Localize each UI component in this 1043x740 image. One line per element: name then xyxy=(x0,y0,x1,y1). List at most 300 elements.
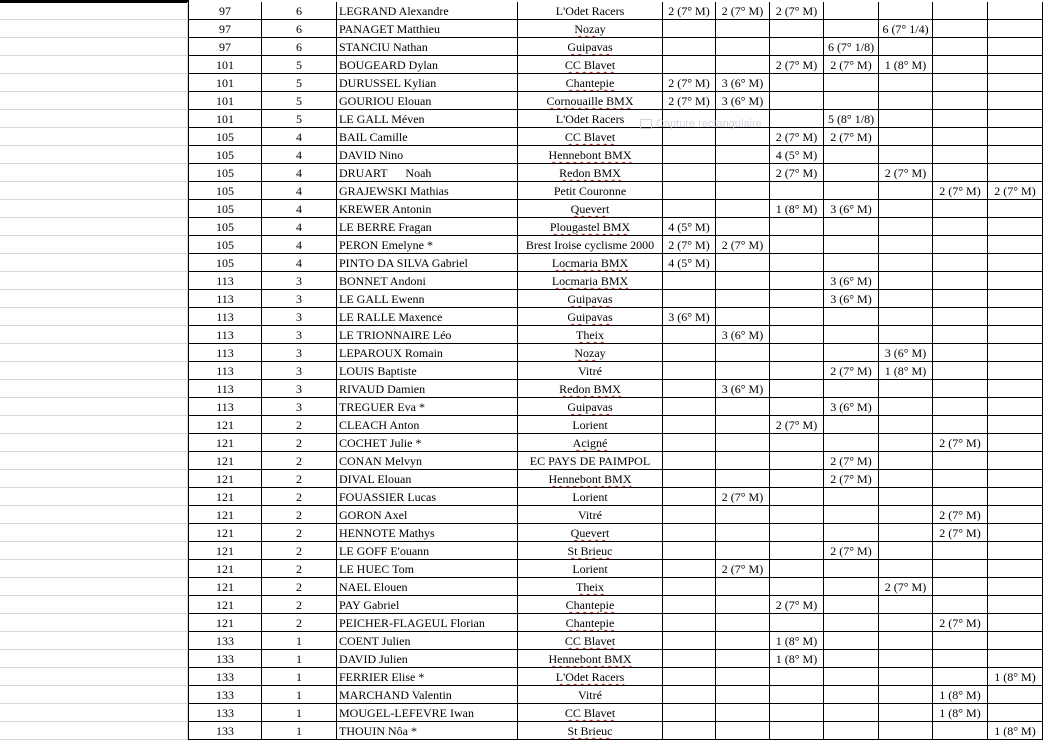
round-3-cell[interactable] xyxy=(770,164,824,182)
round-7-cell[interactable] xyxy=(988,452,1043,470)
rider-name-cell[interactable] xyxy=(337,704,518,722)
round-7-cell[interactable] xyxy=(988,596,1043,614)
points-cell[interactable] xyxy=(262,578,337,596)
points-cell[interactable] xyxy=(262,596,337,614)
round-5-cell[interactable] xyxy=(879,182,933,200)
points-cell[interactable] xyxy=(262,38,337,56)
round-3-cell[interactable] xyxy=(770,650,824,668)
round-2-cell[interactable] xyxy=(716,722,770,740)
round-4-cell[interactable] xyxy=(824,506,879,524)
rank-cell[interactable] xyxy=(188,272,262,290)
round-2-cell[interactable] xyxy=(716,650,770,668)
empty-cell[interactable] xyxy=(0,110,188,128)
rider-name-cell[interactable] xyxy=(337,560,518,578)
round-4-cell[interactable] xyxy=(824,308,879,326)
club-cell[interactable] xyxy=(518,416,663,434)
round-3-cell[interactable] xyxy=(770,272,824,290)
empty-cell[interactable] xyxy=(0,416,188,434)
round-2-cell[interactable] xyxy=(716,488,770,506)
round-7-cell[interactable] xyxy=(988,344,1043,362)
empty-cell[interactable] xyxy=(0,272,188,290)
rider-name-cell[interactable] xyxy=(337,254,518,272)
round-2-cell[interactable] xyxy=(716,20,770,38)
empty-cell[interactable] xyxy=(0,254,188,272)
round-2-cell[interactable] xyxy=(716,110,770,128)
round-4-cell[interactable] xyxy=(824,722,879,740)
round-7-cell[interactable] xyxy=(988,2,1043,20)
rank-cell[interactable] xyxy=(188,614,262,632)
rank-cell[interactable] xyxy=(188,20,262,38)
round-3-cell[interactable] xyxy=(770,416,824,434)
round-4-cell[interactable] xyxy=(824,668,879,686)
rank-cell[interactable] xyxy=(188,182,262,200)
round-6-cell[interactable] xyxy=(933,614,988,632)
empty-cell[interactable] xyxy=(0,362,188,380)
empty-cell[interactable] xyxy=(0,380,188,398)
points-cell[interactable] xyxy=(262,614,337,632)
club-cell[interactable] xyxy=(518,632,663,650)
rank-cell[interactable] xyxy=(188,164,262,182)
empty-cell[interactable] xyxy=(0,38,188,56)
round-1-cell[interactable] xyxy=(663,470,716,488)
rider-name-cell[interactable] xyxy=(337,614,518,632)
round-6-cell[interactable] xyxy=(933,236,988,254)
round-1-cell[interactable] xyxy=(663,614,716,632)
rider-name-cell[interactable] xyxy=(337,128,518,146)
points-cell[interactable] xyxy=(262,452,337,470)
round-3-cell[interactable] xyxy=(770,56,824,74)
points-cell[interactable] xyxy=(262,650,337,668)
points-cell[interactable] xyxy=(262,488,337,506)
round-7-cell[interactable] xyxy=(988,128,1043,146)
club-cell[interactable] xyxy=(518,722,663,740)
club-cell[interactable] xyxy=(518,560,663,578)
rank-cell[interactable] xyxy=(188,38,262,56)
club-cell[interactable] xyxy=(518,650,663,668)
rider-name-cell[interactable] xyxy=(337,290,518,308)
round-1-cell[interactable] xyxy=(663,20,716,38)
empty-cell[interactable] xyxy=(0,452,188,470)
points-cell[interactable] xyxy=(262,326,337,344)
round-7-cell[interactable] xyxy=(988,704,1043,722)
points-cell[interactable] xyxy=(262,218,337,236)
rider-name-cell[interactable] xyxy=(337,722,518,740)
club-cell[interactable] xyxy=(518,236,663,254)
round-6-cell[interactable] xyxy=(933,704,988,722)
round-1-cell[interactable] xyxy=(663,632,716,650)
empty-cell[interactable] xyxy=(0,56,188,74)
rank-cell[interactable] xyxy=(188,254,262,272)
round-3-cell[interactable] xyxy=(770,524,824,542)
round-7-cell[interactable] xyxy=(988,74,1043,92)
round-4-cell[interactable] xyxy=(824,578,879,596)
round-2-cell[interactable] xyxy=(716,506,770,524)
rider-name-cell[interactable] xyxy=(337,434,518,452)
round-4-cell[interactable] xyxy=(824,146,879,164)
round-7-cell[interactable] xyxy=(988,722,1043,740)
round-3-cell[interactable] xyxy=(770,398,824,416)
round-7-cell[interactable] xyxy=(988,542,1043,560)
rank-cell[interactable] xyxy=(188,416,262,434)
round-6-cell[interactable] xyxy=(933,722,988,740)
round-6-cell[interactable] xyxy=(933,380,988,398)
round-5-cell[interactable] xyxy=(879,308,933,326)
round-1-cell[interactable] xyxy=(663,74,716,92)
round-4-cell[interactable] xyxy=(824,200,879,218)
points-cell[interactable] xyxy=(262,308,337,326)
empty-cell[interactable] xyxy=(0,668,188,686)
round-3-cell[interactable] xyxy=(770,182,824,200)
round-1-cell[interactable] xyxy=(663,578,716,596)
round-2-cell[interactable] xyxy=(716,362,770,380)
round-7-cell[interactable] xyxy=(988,416,1043,434)
rider-name-cell[interactable] xyxy=(337,596,518,614)
round-6-cell[interactable] xyxy=(933,2,988,20)
empty-cell[interactable] xyxy=(0,632,188,650)
round-2-cell[interactable] xyxy=(716,452,770,470)
round-3-cell[interactable] xyxy=(770,128,824,146)
club-cell[interactable] xyxy=(518,308,663,326)
round-4-cell[interactable] xyxy=(824,218,879,236)
empty-cell[interactable] xyxy=(0,560,188,578)
empty-cell[interactable] xyxy=(0,146,188,164)
rider-name-cell[interactable] xyxy=(337,236,518,254)
club-cell[interactable] xyxy=(518,92,663,110)
round-3-cell[interactable] xyxy=(770,452,824,470)
round-1-cell[interactable] xyxy=(663,398,716,416)
empty-cell[interactable] xyxy=(0,434,188,452)
round-4-cell[interactable] xyxy=(824,20,879,38)
empty-cell[interactable] xyxy=(0,92,188,110)
rank-cell[interactable] xyxy=(188,56,262,74)
round-4-cell[interactable] xyxy=(824,434,879,452)
empty-cell[interactable] xyxy=(0,290,188,308)
rider-name-cell[interactable] xyxy=(337,380,518,398)
round-5-cell[interactable] xyxy=(879,650,933,668)
round-1-cell[interactable] xyxy=(663,236,716,254)
round-7-cell[interactable] xyxy=(988,614,1043,632)
round-3-cell[interactable] xyxy=(770,362,824,380)
round-7-cell[interactable] xyxy=(988,146,1043,164)
empty-cell[interactable] xyxy=(0,344,188,362)
points-cell[interactable] xyxy=(262,56,337,74)
club-cell[interactable] xyxy=(518,362,663,380)
round-3-cell[interactable] xyxy=(770,578,824,596)
empty-cell[interactable] xyxy=(0,614,188,632)
round-2-cell[interactable] xyxy=(716,254,770,272)
club-cell[interactable] xyxy=(518,686,663,704)
round-1-cell[interactable] xyxy=(663,434,716,452)
rank-cell[interactable] xyxy=(188,704,262,722)
rider-name-cell[interactable] xyxy=(337,470,518,488)
club-cell[interactable] xyxy=(518,542,663,560)
round-7-cell[interactable] xyxy=(988,380,1043,398)
round-3-cell[interactable] xyxy=(770,200,824,218)
points-cell[interactable] xyxy=(262,182,337,200)
round-3-cell[interactable] xyxy=(770,596,824,614)
round-2-cell[interactable] xyxy=(716,2,770,20)
club-cell[interactable] xyxy=(518,398,663,416)
round-1-cell[interactable] xyxy=(663,488,716,506)
round-6-cell[interactable] xyxy=(933,560,988,578)
empty-cell[interactable] xyxy=(0,488,188,506)
round-4-cell[interactable] xyxy=(824,326,879,344)
rider-name-cell[interactable] xyxy=(337,686,518,704)
round-5-cell[interactable] xyxy=(879,92,933,110)
rank-cell[interactable] xyxy=(188,236,262,254)
round-5-cell[interactable] xyxy=(879,686,933,704)
club-cell[interactable] xyxy=(518,668,663,686)
club-cell[interactable] xyxy=(518,434,663,452)
points-cell[interactable] xyxy=(262,254,337,272)
round-7-cell[interactable] xyxy=(988,470,1043,488)
rank-cell[interactable] xyxy=(188,92,262,110)
round-2-cell[interactable] xyxy=(716,704,770,722)
round-5-cell[interactable] xyxy=(879,452,933,470)
empty-cell[interactable] xyxy=(0,218,188,236)
round-6-cell[interactable] xyxy=(933,668,988,686)
round-3-cell[interactable] xyxy=(770,704,824,722)
rank-cell[interactable] xyxy=(188,596,262,614)
club-cell[interactable] xyxy=(518,380,663,398)
empty-cell[interactable] xyxy=(0,164,188,182)
empty-cell[interactable] xyxy=(0,578,188,596)
round-4-cell[interactable] xyxy=(824,128,879,146)
round-4-cell[interactable] xyxy=(824,362,879,380)
empty-cell[interactable] xyxy=(0,686,188,704)
rank-cell[interactable] xyxy=(188,2,262,20)
rider-name-cell[interactable] xyxy=(337,524,518,542)
points-cell[interactable] xyxy=(262,2,337,20)
round-3-cell[interactable] xyxy=(770,344,824,362)
points-cell[interactable] xyxy=(262,74,337,92)
round-7-cell[interactable] xyxy=(988,650,1043,668)
round-7-cell[interactable] xyxy=(988,110,1043,128)
round-2-cell[interactable] xyxy=(716,218,770,236)
round-1-cell[interactable] xyxy=(663,542,716,560)
round-7-cell[interactable] xyxy=(988,488,1043,506)
points-cell[interactable] xyxy=(262,632,337,650)
round-2-cell[interactable] xyxy=(716,200,770,218)
club-cell[interactable] xyxy=(518,452,663,470)
round-1-cell[interactable] xyxy=(663,524,716,542)
points-cell[interactable] xyxy=(262,164,337,182)
round-4-cell[interactable] xyxy=(824,164,879,182)
empty-cell[interactable] xyxy=(0,2,188,20)
round-5-cell[interactable] xyxy=(879,290,933,308)
round-5-cell[interactable] xyxy=(879,56,933,74)
round-6-cell[interactable] xyxy=(933,74,988,92)
points-cell[interactable] xyxy=(262,398,337,416)
club-cell[interactable] xyxy=(518,290,663,308)
round-6-cell[interactable] xyxy=(933,272,988,290)
round-1-cell[interactable] xyxy=(663,92,716,110)
points-cell[interactable] xyxy=(262,20,337,38)
round-5-cell[interactable] xyxy=(879,668,933,686)
round-2-cell[interactable] xyxy=(716,614,770,632)
round-4-cell[interactable] xyxy=(824,182,879,200)
round-3-cell[interactable] xyxy=(770,74,824,92)
round-1-cell[interactable] xyxy=(663,704,716,722)
points-cell[interactable] xyxy=(262,560,337,578)
round-2-cell[interactable] xyxy=(716,164,770,182)
empty-cell[interactable] xyxy=(0,398,188,416)
round-7-cell[interactable] xyxy=(988,56,1043,74)
club-cell[interactable] xyxy=(518,506,663,524)
points-cell[interactable] xyxy=(262,362,337,380)
round-7-cell[interactable] xyxy=(988,362,1043,380)
round-4-cell[interactable] xyxy=(824,488,879,506)
round-2-cell[interactable] xyxy=(716,470,770,488)
rider-name-cell[interactable] xyxy=(337,218,518,236)
club-cell[interactable] xyxy=(518,614,663,632)
points-cell[interactable] xyxy=(262,110,337,128)
rank-cell[interactable] xyxy=(188,560,262,578)
rank-cell[interactable] xyxy=(188,128,262,146)
club-cell[interactable] xyxy=(518,110,663,128)
club-cell[interactable] xyxy=(518,56,663,74)
round-4-cell[interactable] xyxy=(824,254,879,272)
round-1-cell[interactable] xyxy=(663,416,716,434)
round-5-cell[interactable] xyxy=(879,146,933,164)
round-2-cell[interactable] xyxy=(716,146,770,164)
rider-name-cell[interactable] xyxy=(337,506,518,524)
round-6-cell[interactable] xyxy=(933,182,988,200)
round-5-cell[interactable] xyxy=(879,20,933,38)
round-5-cell[interactable] xyxy=(879,164,933,182)
round-5-cell[interactable] xyxy=(879,632,933,650)
round-1-cell[interactable] xyxy=(663,722,716,740)
rider-name-cell[interactable] xyxy=(337,38,518,56)
round-6-cell[interactable] xyxy=(933,146,988,164)
round-4-cell[interactable] xyxy=(824,38,879,56)
points-cell[interactable] xyxy=(262,200,337,218)
round-6-cell[interactable] xyxy=(933,38,988,56)
round-2-cell[interactable] xyxy=(716,668,770,686)
round-3-cell[interactable] xyxy=(770,20,824,38)
rider-name-cell[interactable] xyxy=(337,452,518,470)
empty-cell[interactable] xyxy=(0,182,188,200)
club-cell[interactable] xyxy=(518,218,663,236)
points-cell[interactable] xyxy=(262,92,337,110)
rank-cell[interactable] xyxy=(188,110,262,128)
round-4-cell[interactable] xyxy=(824,272,879,290)
empty-cell[interactable] xyxy=(0,236,188,254)
round-1-cell[interactable] xyxy=(663,344,716,362)
round-4-cell[interactable] xyxy=(824,398,879,416)
rank-cell[interactable] xyxy=(188,74,262,92)
round-2-cell[interactable] xyxy=(716,308,770,326)
round-6-cell[interactable] xyxy=(933,200,988,218)
round-1-cell[interactable] xyxy=(663,686,716,704)
round-4-cell[interactable] xyxy=(824,524,879,542)
round-1-cell[interactable] xyxy=(663,506,716,524)
round-7-cell[interactable] xyxy=(988,254,1043,272)
round-1-cell[interactable] xyxy=(663,218,716,236)
round-2-cell[interactable] xyxy=(716,128,770,146)
round-1-cell[interactable] xyxy=(663,560,716,578)
round-5-cell[interactable] xyxy=(879,614,933,632)
club-cell[interactable] xyxy=(518,596,663,614)
round-3-cell[interactable] xyxy=(770,146,824,164)
rank-cell[interactable] xyxy=(188,218,262,236)
rank-cell[interactable] xyxy=(188,506,262,524)
round-5-cell[interactable] xyxy=(879,218,933,236)
rider-name-cell[interactable] xyxy=(337,92,518,110)
rank-cell[interactable] xyxy=(188,542,262,560)
round-4-cell[interactable] xyxy=(824,596,879,614)
club-cell[interactable] xyxy=(518,578,663,596)
round-1-cell[interactable] xyxy=(663,380,716,398)
round-7-cell[interactable] xyxy=(988,326,1043,344)
rider-name-cell[interactable] xyxy=(337,308,518,326)
rank-cell[interactable] xyxy=(188,308,262,326)
club-cell[interactable] xyxy=(518,146,663,164)
rank-cell[interactable] xyxy=(188,326,262,344)
round-3-cell[interactable] xyxy=(770,722,824,740)
round-3-cell[interactable] xyxy=(770,254,824,272)
round-5-cell[interactable] xyxy=(879,596,933,614)
round-4-cell[interactable] xyxy=(824,416,879,434)
round-5-cell[interactable] xyxy=(879,254,933,272)
round-1-cell[interactable] xyxy=(663,164,716,182)
round-3-cell[interactable] xyxy=(770,506,824,524)
rider-name-cell[interactable] xyxy=(337,182,518,200)
round-1-cell[interactable] xyxy=(663,452,716,470)
round-1-cell[interactable] xyxy=(663,326,716,344)
round-6-cell[interactable] xyxy=(933,20,988,38)
rider-name-cell[interactable] xyxy=(337,74,518,92)
round-2-cell[interactable] xyxy=(716,74,770,92)
round-6-cell[interactable] xyxy=(933,452,988,470)
round-4-cell[interactable] xyxy=(824,74,879,92)
rider-name-cell[interactable] xyxy=(337,668,518,686)
rider-name-cell[interactable] xyxy=(337,2,518,20)
rank-cell[interactable] xyxy=(188,200,262,218)
round-6-cell[interactable] xyxy=(933,218,988,236)
round-1-cell[interactable] xyxy=(663,38,716,56)
round-2-cell[interactable] xyxy=(716,434,770,452)
round-4-cell[interactable] xyxy=(824,470,879,488)
round-5-cell[interactable] xyxy=(879,326,933,344)
rank-cell[interactable] xyxy=(188,632,262,650)
round-7-cell[interactable] xyxy=(988,686,1043,704)
round-3-cell[interactable] xyxy=(770,542,824,560)
round-1-cell[interactable] xyxy=(663,254,716,272)
points-cell[interactable] xyxy=(262,236,337,254)
empty-cell[interactable] xyxy=(0,524,188,542)
round-4-cell[interactable] xyxy=(824,56,879,74)
round-6-cell[interactable] xyxy=(933,434,988,452)
round-3-cell[interactable] xyxy=(770,218,824,236)
round-7-cell[interactable] xyxy=(988,20,1043,38)
round-3-cell[interactable] xyxy=(770,632,824,650)
round-7-cell[interactable] xyxy=(988,632,1043,650)
round-5-cell[interactable] xyxy=(879,398,933,416)
round-2-cell[interactable] xyxy=(716,380,770,398)
empty-cell[interactable] xyxy=(0,74,188,92)
round-1-cell[interactable] xyxy=(663,2,716,20)
empty-cell[interactable] xyxy=(0,308,188,326)
round-4-cell[interactable] xyxy=(824,614,879,632)
round-7-cell[interactable] xyxy=(988,38,1043,56)
round-5-cell[interactable] xyxy=(879,506,933,524)
club-cell[interactable] xyxy=(518,2,663,20)
round-4-cell[interactable] xyxy=(824,632,879,650)
rank-cell[interactable] xyxy=(188,650,262,668)
round-7-cell[interactable] xyxy=(988,182,1043,200)
round-7-cell[interactable] xyxy=(988,524,1043,542)
